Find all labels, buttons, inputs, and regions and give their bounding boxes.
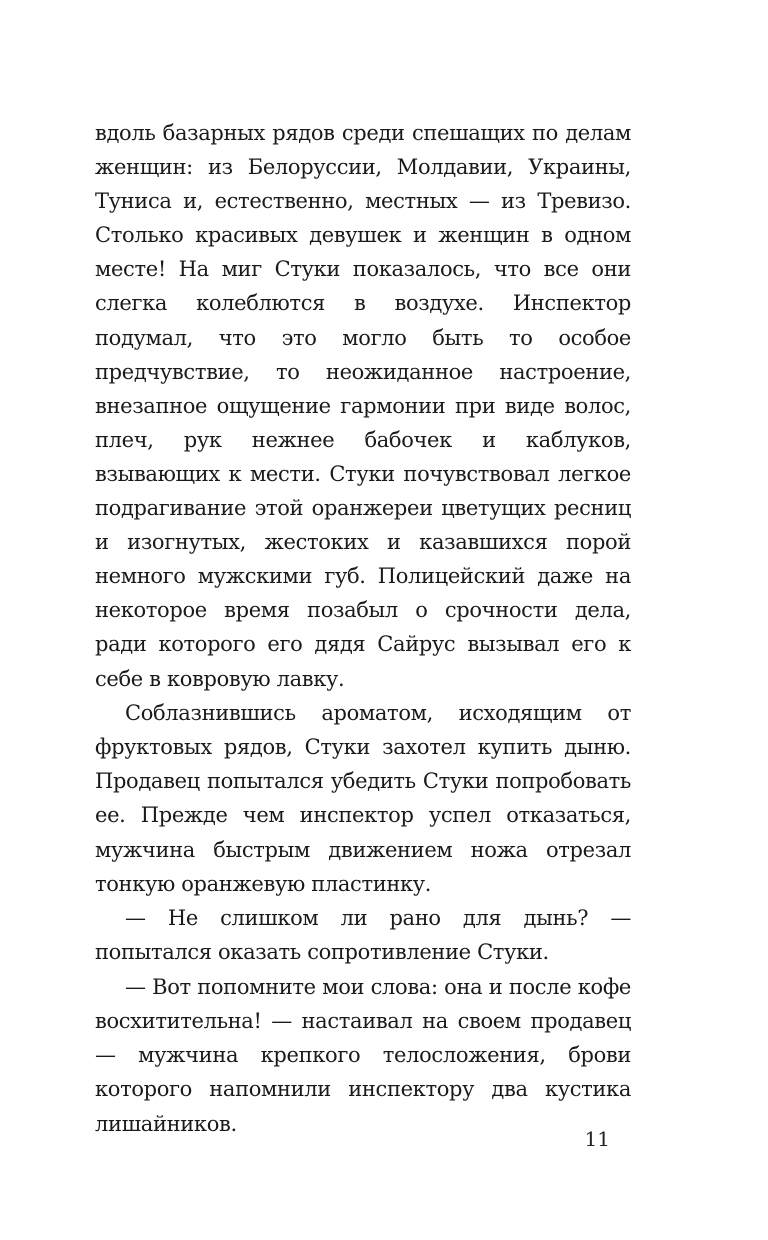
- paragraph-4: — Вот попомните мои слова: она и после кофе восхитительна! — настаивал на своем продавец — мужчина крепкого телосложения, брови которого напомнили инспектору два кустика лишайников.: [95, 975, 631, 1136]
- paragraph-3: — Не слишком ли рано для дынь? — попытался оказать сопротивление Стуки.: [95, 906, 631, 965]
- paragraph-2: Соблазнившись ароматом, исходящим от фруктовых рядов, Стуки захотел купить дыню. Продавец попытался убедить Стуки попробовать ее. Прежде чем инспектор успел отказаться, мужчина быстрым движением ножа отрезал тонкую оранжевую пластинку.: [95, 701, 631, 896]
- paragraph-1: вдоль базарных рядов среди спешащих по делам женщин: из Белоруссии, Молдавии, Украины, Туниса и, естественно, местных — из Тревизо. Столько красивых девушек и женщин в одном месте! На миг Стуки показалось, что все они слегка колеблются в воздухе. Инспектор подумал, что это могло быть то особое предчувствие, то неожиданное настроение, внезапное ощущение гармонии при виде волос, плеч, рук нежнее бабочек и каблуков, взывающих к мести. Стуки почувствовал легкое подрагивание этой оранжереи цветущих ресниц и изогнутых, жестоких и казавшихся порой немного мужскими губ. Полицейский даже на некоторое время позабыл о срочности дела, ради которого его дядя Сайрус вызывал его к себе в ковровую лавку.: [95, 121, 631, 691]
- page-number: 11: [584, 1127, 610, 1151]
- body-text: [95, 116, 631, 1141]
